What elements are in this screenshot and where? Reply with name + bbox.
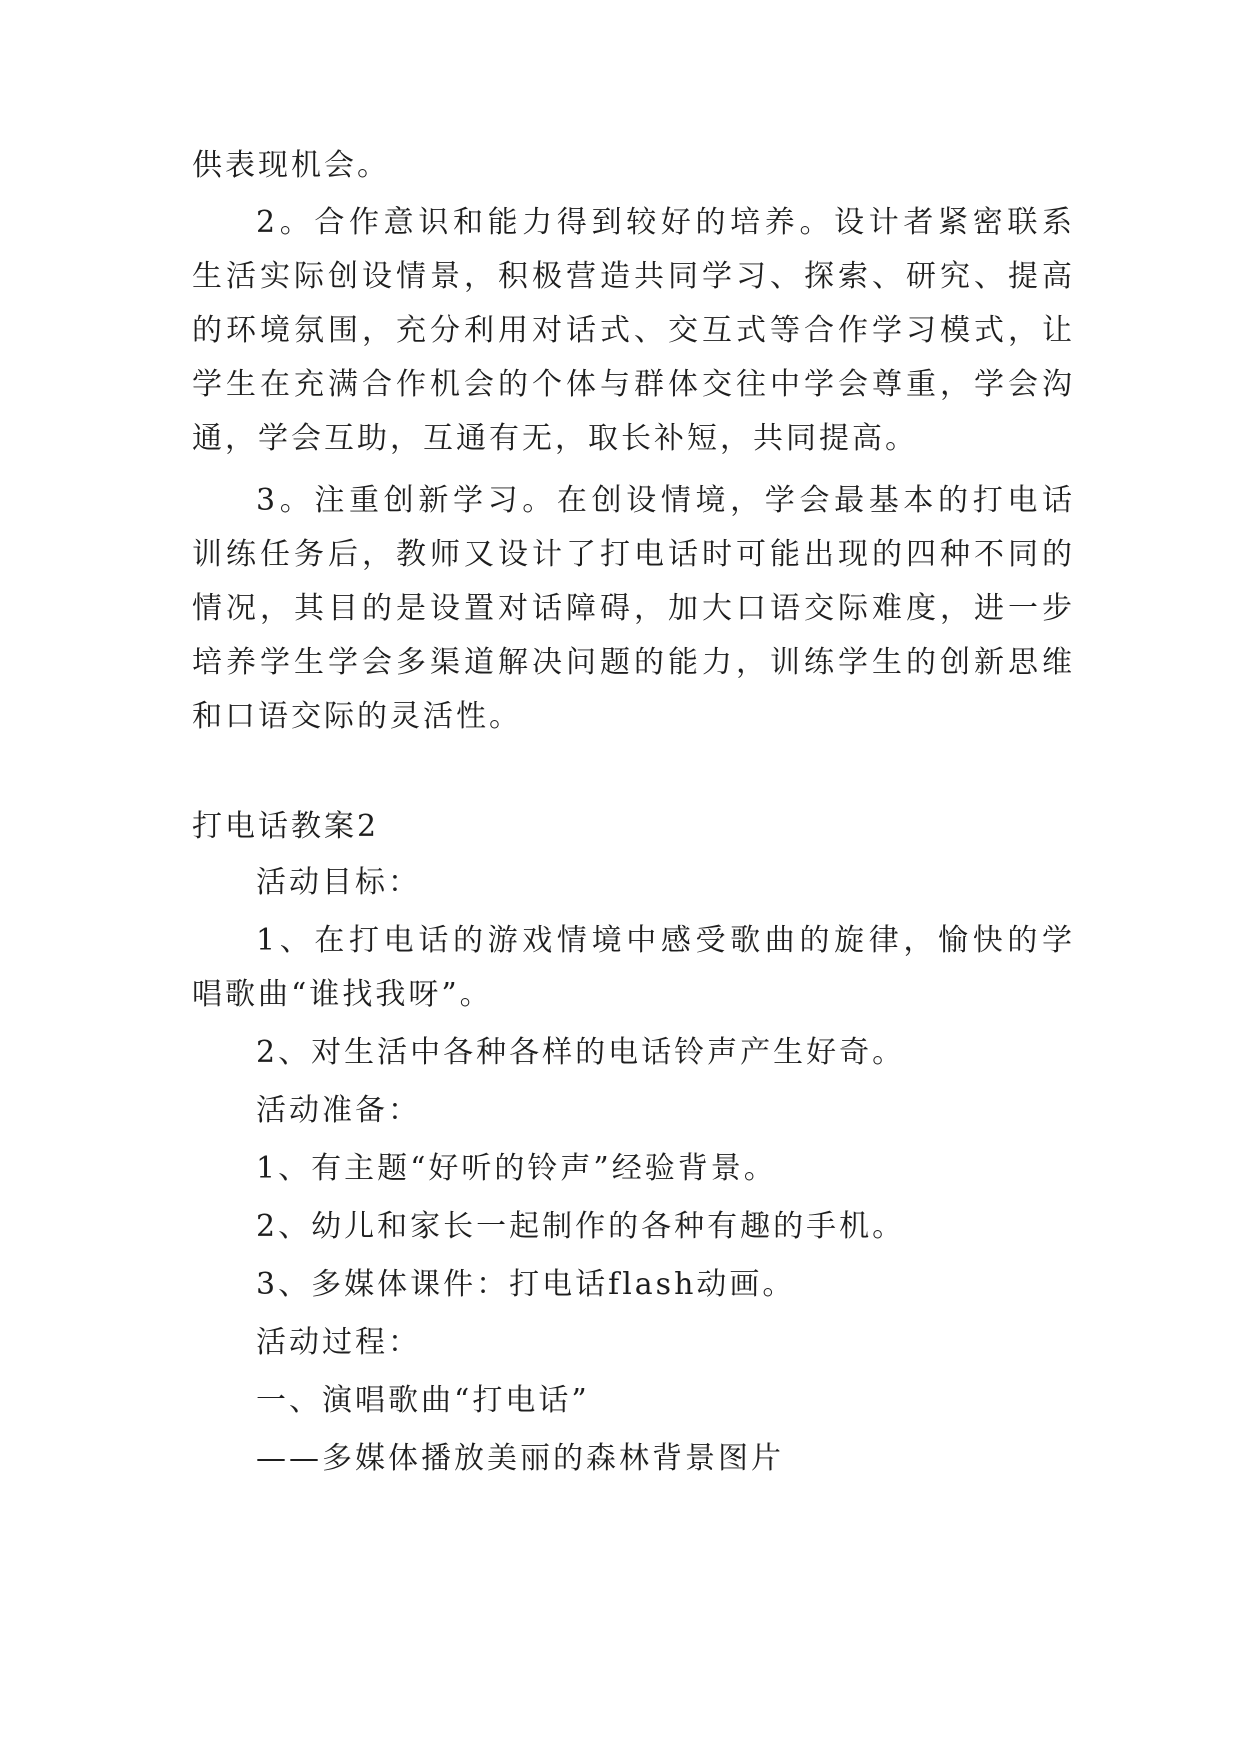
goals-heading: 活动目标： xyxy=(256,865,421,900)
prep-item-2: 2、幼儿和家长一起制作的各种有趣的手机。 xyxy=(256,1209,906,1244)
paragraph-3-line-3: 情况，其目的是设置对话障碍，加大口语交际难度，进一步 xyxy=(192,591,1072,626)
process-heading: 活动过程： xyxy=(256,1325,421,1360)
paragraph-2-line-1: 2。合作意识和能力得到较好的培养。设计者紧密联系 xyxy=(256,205,1072,240)
prep-item-3: 3、多媒体课件：打电话flash动画。 xyxy=(256,1267,796,1302)
prep-item-1: 1、有主题“好听的铃声”经验背景。 xyxy=(256,1151,777,1186)
paragraph-2-line-5: 通，学会互助，互通有无，取长补短，共同提高。 xyxy=(192,421,918,456)
paragraph-3-line-2: 训练任务后，教师又设计了打电话时可能出现的四种不同的 xyxy=(192,537,1072,572)
prep-heading: 活动准备： xyxy=(256,1093,421,1128)
goal-2: 2、对生活中各种各样的电话铃声产生好奇。 xyxy=(256,1035,906,1070)
section-title: 打电话教案2 xyxy=(192,809,380,844)
process-step-1-note: ——多媒体播放美丽的森林背景图片 xyxy=(256,1441,784,1476)
paragraph-3-line-1: 3。注重创新学习。在创设情境，学会最基本的打电话 xyxy=(256,483,1072,518)
paragraph-2-line-2: 生活实际创设情景，积极营造共同学习、探索、研究、提高 xyxy=(192,259,1072,294)
paragraph-2-line-3: 的环境氛围，充分利用对话式、交互式等合作学习模式，让 xyxy=(192,313,1072,348)
goal-1-line-2: 唱歌曲“谁找我呀”。 xyxy=(192,977,493,1012)
goal-1-line-1: 1、在打电话的游戏情境中感受歌曲的旋律，愉快的学 xyxy=(256,923,1072,958)
paragraph-1-line-1: 供表现机会。 xyxy=(192,148,390,183)
paragraph-2-line-4: 学生在充满合作机会的个体与群体交往中学会尊重，学会沟 xyxy=(192,367,1072,402)
paragraph-3-line-5: 和口语交际的灵活性。 xyxy=(192,699,522,734)
paragraph-3-line-4: 培养学生学会多渠道解决问题的能力，训练学生的创新思维 xyxy=(192,645,1072,680)
process-step-1: 一、演唱歌曲“打电话” xyxy=(256,1383,590,1418)
